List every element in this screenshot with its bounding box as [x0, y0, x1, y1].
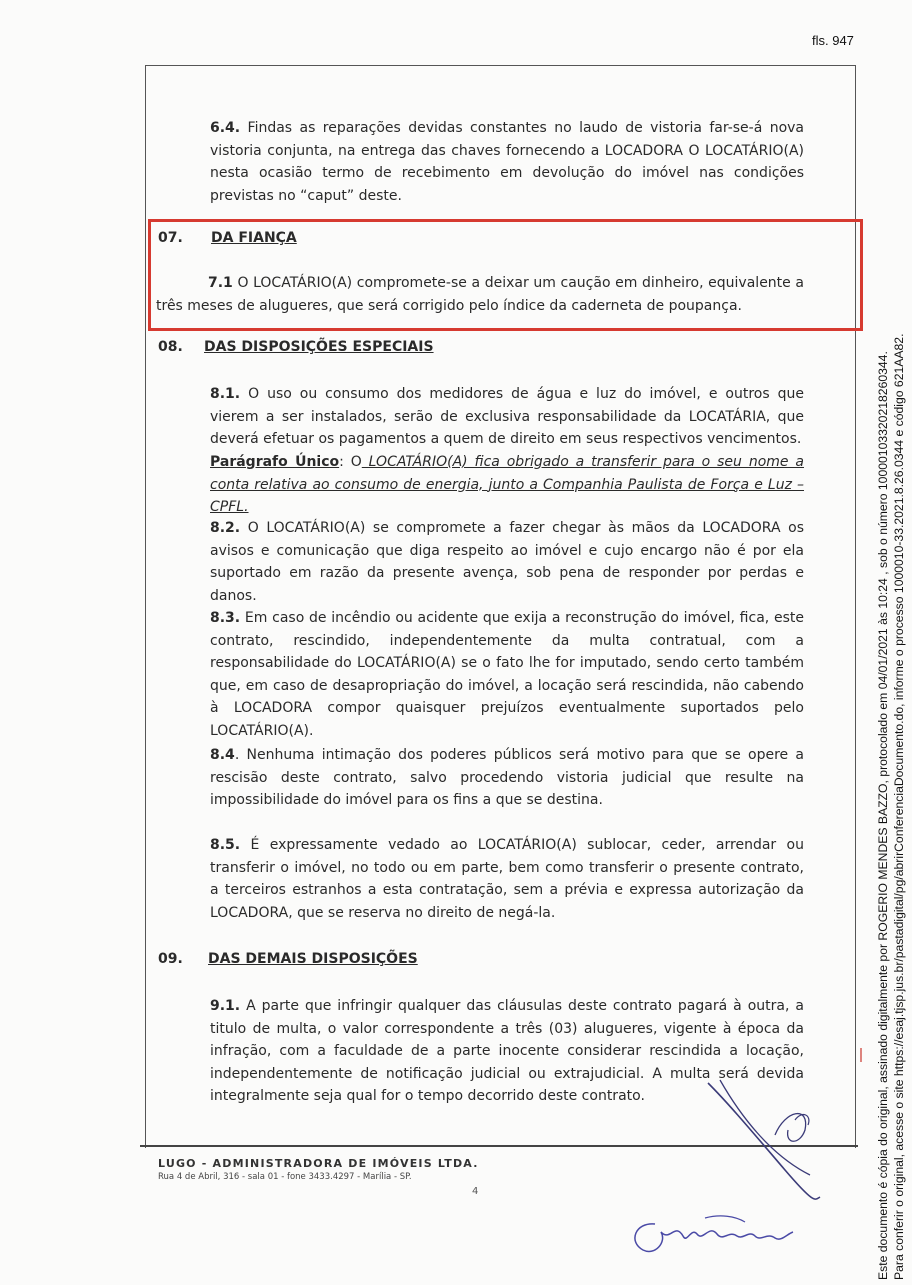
folio-number: fls. 947 [812, 33, 854, 48]
clause-text: . Nenhuma intimação dos poderes públicos será motivo para que se opere a rescisão deste contrato, salvo procedendo vistoria judicial que resulte na impossibilidade do imóvel para os fins a que se destina. [210, 747, 804, 808]
clause-8-5 [210, 834, 804, 924]
section-title: DA FIANÇA [211, 230, 297, 246]
clause-8-1-sole-paragraph [210, 451, 804, 519]
clause-text: O LOCATÁRIO(A) compromete-se a deixar um caução em dinheiro, equivalente a três meses de alugueres, que será corrigido pelo índice da caderneta de poupança. [156, 275, 804, 314]
footer-company-name: LUGO - ADMINISTRADORA DE IMÓVEIS LTDA. [158, 1157, 479, 1170]
digital-signature-stamp [875, 10, 907, 1280]
section-title: DAS DISPOSIÇÕES ESPECIAIS [204, 339, 434, 355]
clause-number: 7.1 [208, 275, 233, 291]
clause-8-2 [210, 517, 804, 607]
clause-7-1 [156, 272, 804, 317]
clause-text: É expressamente vedado ao LOCATÁRIO(A) sublocar, ceder, arrendar ou transferir o imóvel, no todo ou em parte, bem como transferir o presente contrato, a terceiros estranhos a esta contratação, sem a prévia e expressa autorização da LOCADORA, que se reserva no direito de negá-la. [210, 837, 804, 921]
section-number: 08. [158, 339, 183, 355]
clause-number: 8.1. [210, 386, 241, 402]
footer-address: Rua 4 de Abril, 316 - sala 01 - fone 3433.4297 - Marília - SP. [158, 1172, 412, 1182]
section-heading-08 [158, 339, 434, 355]
clause-text: Em caso de incêndio ou acidente que exija a reconstrução do imóvel, fica, este contrato, rescindido, independentemente da multa contratual, com a responsabilidade do LOCATÁRIO(A) se o fato lhe for imputado, sendo certo também que, em caso de desapropriação do imóvel, a locação será rescindida, não cabendo à LOCADORA compor quaisquer prejuízos eventualmente suportados pelo LOCATÁRIO(A). [210, 610, 804, 739]
section-number: 07. [158, 230, 183, 246]
page-number: 4 [472, 1186, 479, 1197]
section-heading-09 [158, 951, 418, 967]
handwritten-signature [625, 1212, 800, 1262]
margin-tick-icon [858, 1046, 864, 1066]
clause-8-3 [210, 607, 804, 742]
section-heading-07 [158, 230, 297, 246]
sole-paragraph-label: Parágrafo Único [210, 454, 340, 470]
clause-number: 8.5. [210, 837, 241, 853]
clause-text: O LOCATÁRIO(A) se compromete a fazer chegar às mãos da LOCADORA os avisos e comunicação que diga respeito ao imóvel e cujo encargo não é por ela suportado em razão da presente avença, sob pena de responder por perdas e danos. [210, 520, 804, 604]
clause-text: O uso ou consumo dos medidores de água e luz do imóvel, e outros que vierem a ser instalados, serão de exclusiva responsabilidade da LOCATÁRIA, que deverá efetuar os pagamentos a quem de direito em seus respectivos vencimentos. [210, 386, 804, 447]
clause-number: 6.4. [210, 120, 241, 136]
clause-8-4 [210, 744, 804, 812]
clause-number: 9.1. [210, 998, 241, 1014]
sole-paragraph-colon: : O [339, 454, 362, 470]
sole-paragraph-text: LOCATÁRIO(A) fica obrigado a transferir para o seu nome a conta relativa ao consumo de energia, junto a Companhia Paulista de Força e Luz – CPFL. [210, 454, 804, 515]
section-number: 09. [158, 951, 183, 967]
clause-8-1 [210, 383, 804, 451]
clause-number: 8.3. [210, 610, 241, 626]
margin-initial-signature [700, 1075, 830, 1205]
clause-number: 8.4 [210, 747, 235, 763]
stamp-line-1: Este documento é cópia do original, assinado digitalmente por ROGERIO MENDES BAZZO, protocolado em 04/01/2021 às 10:24 , sob o número 10000103320218260344. [876, 351, 890, 1280]
clause-6-4 [210, 117, 804, 207]
clause-text: A parte que infringir qualquer das cláusulas deste contrato pagará à outra, a titulo de multa, o valor correspondente a três (03) alugueres, vigente à época da infração, com a faculdade de a parte inocente considerar rescindida a locação, independentemente de notificação judicial ou extrajudicial. A multa será devida integralmente seja qual for o tempo decorrido deste contrato. [210, 998, 804, 1104]
clause-number: 8.2. [210, 520, 241, 536]
stamp-line-2: Para conferir o original, acesse o site https://esaj.tjsp.jus.br/pastadigital/pg/abrirConferenciaDocumento.do, informe o processo 1000010-33.2021.8.26.0344 e código 621AA82. [892, 333, 906, 1280]
section-title: DAS DEMAIS DISPOSIÇÕES [208, 951, 418, 967]
clause-text: Findas as reparações devidas constantes no laudo de vistoria far-se-á nova vistoria conjunta, na entrega das chaves fornecendo a LOCADORA O LOCATÁRIO(A) nesta ocasião termo de recebimento em devolução do imóvel nas condições previstas no “caput” deste. [210, 120, 804, 204]
